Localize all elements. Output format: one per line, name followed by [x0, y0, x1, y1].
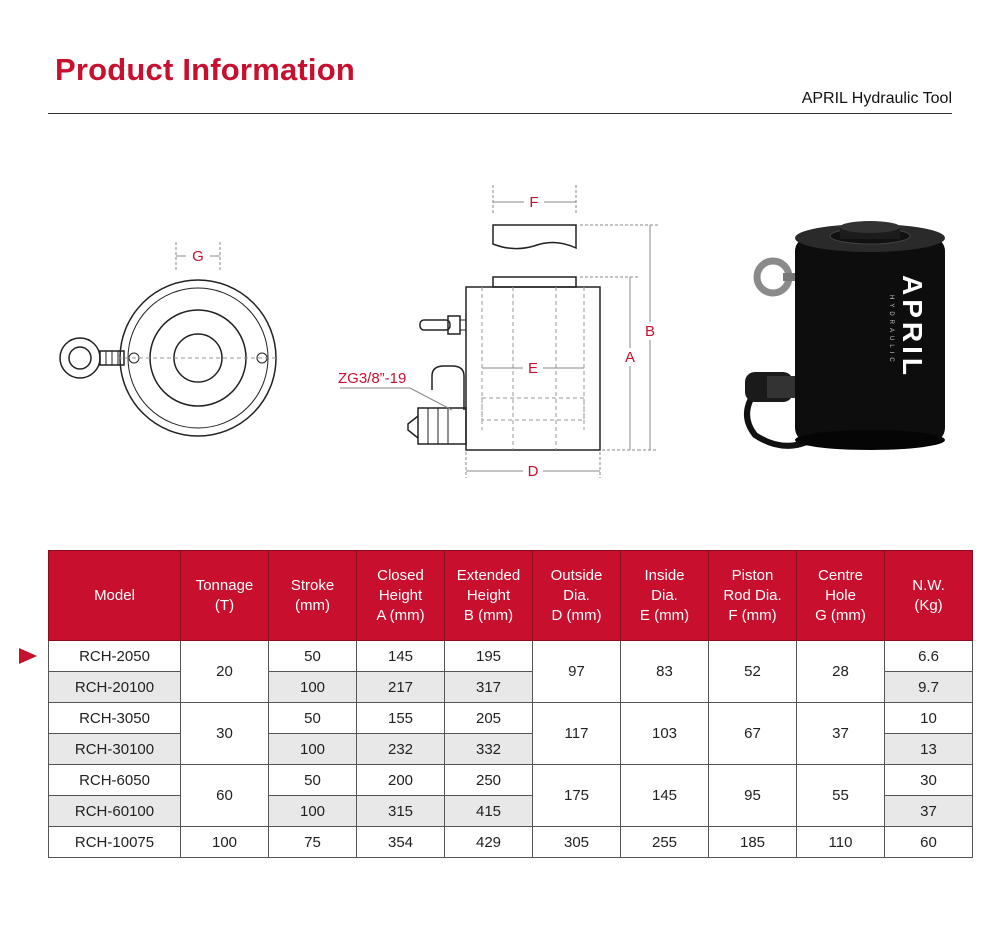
- header-closed-height: Closed Height A (mm): [357, 551, 445, 641]
- label-e: E: [527, 360, 539, 377]
- table-row: [49, 765, 973, 796]
- cell-extended-height: 332: [445, 734, 533, 765]
- table-row: [49, 827, 973, 858]
- cell-model: RCH-10075: [49, 827, 181, 858]
- cell-model: RCH-2050: [49, 641, 181, 672]
- cell-closed-height: 217: [357, 672, 445, 703]
- cell-outside-dia: 97: [533, 641, 621, 703]
- page-title: Product Information: [55, 52, 356, 87]
- header-net-weight: N.W. (Kg): [885, 551, 973, 641]
- photo-sub-text: HYDRAULIC: [888, 295, 894, 366]
- cell-closed-height: 354: [357, 827, 445, 858]
- header-extended-height: Extended Height B (mm): [445, 551, 533, 641]
- cell-inside-dia: 255: [621, 827, 709, 858]
- cell-net-weight: 9.7: [885, 672, 973, 703]
- cell-stroke: 50: [269, 641, 357, 672]
- spec-table: [48, 550, 973, 858]
- cell-centre-hole: 55: [797, 765, 885, 827]
- header-outside-dia: Outside Dia. D (mm): [533, 551, 621, 641]
- cell-inside-dia: 83: [621, 641, 709, 703]
- cell-piston-rod-dia: 185: [709, 827, 797, 858]
- label-d: D: [527, 463, 539, 480]
- cell-extended-height: 250: [445, 765, 533, 796]
- cell-extended-height: 415: [445, 796, 533, 827]
- cell-inside-dia: 145: [621, 765, 709, 827]
- label-b: B: [644, 323, 656, 340]
- cell-tonnage: 100: [181, 827, 269, 858]
- cell-stroke: 75: [269, 827, 357, 858]
- cell-net-weight: 6.6: [885, 641, 973, 672]
- cell-inside-dia: 103: [621, 703, 709, 765]
- label-f: F: [529, 194, 539, 211]
- cell-closed-height: 315: [357, 796, 445, 827]
- table-row: [49, 703, 973, 734]
- label-port-thread: ZG3/8”-19: [338, 370, 407, 387]
- cell-stroke: 100: [269, 796, 357, 827]
- cell-model: RCH-3050: [49, 703, 181, 734]
- cell-net-weight: 30: [885, 765, 973, 796]
- header-model: Model: [49, 551, 181, 641]
- cell-stroke: 50: [269, 703, 357, 734]
- header-piston-rod-dia: Piston Rod Dia. F (mm): [709, 551, 797, 641]
- table-header-row: [49, 551, 973, 641]
- cell-stroke: 50: [269, 765, 357, 796]
- cell-tonnage: 60: [181, 765, 269, 827]
- cell-net-weight: 10: [885, 703, 973, 734]
- cell-outside-dia: 117: [533, 703, 621, 765]
- cell-piston-rod-dia: 52: [709, 641, 797, 703]
- row-pointer-arrow-icon: [19, 648, 37, 664]
- cell-model: RCH-20100: [49, 672, 181, 703]
- cell-extended-height: 317: [445, 672, 533, 703]
- cell-closed-height: 145: [357, 641, 445, 672]
- header-stroke: Stroke (mm): [269, 551, 357, 641]
- cell-piston-rod-dia: 67: [709, 703, 797, 765]
- cell-stroke: 100: [269, 734, 357, 765]
- cell-model: RCH-6050: [49, 765, 181, 796]
- side-view-drawing: [320, 180, 680, 490]
- cell-model: RCH-60100: [49, 796, 181, 827]
- cell-centre-hole: 37: [797, 703, 885, 765]
- product-photo: [725, 180, 965, 480]
- header-divider: [48, 113, 952, 114]
- cell-closed-height: 232: [357, 734, 445, 765]
- label-g: G: [192, 248, 204, 265]
- cell-model: RCH-30100: [49, 734, 181, 765]
- cell-piston-rod-dia: 95: [709, 765, 797, 827]
- brand-name: APRIL Hydraulic Tool: [801, 90, 952, 107]
- cell-outside-dia: 175: [533, 765, 621, 827]
- cell-closed-height: 200: [357, 765, 445, 796]
- cell-centre-hole: 110: [797, 827, 885, 858]
- table-row: [49, 641, 973, 672]
- cell-outside-dia: 305: [533, 827, 621, 858]
- cell-closed-height: 155: [357, 703, 445, 734]
- cell-net-weight: 37: [885, 796, 973, 827]
- cell-tonnage: 30: [181, 703, 269, 765]
- cell-extended-height: 429: [445, 827, 533, 858]
- header-centre-hole: Centre Hole G (mm): [797, 551, 885, 641]
- photo-brand-text: APRIL: [897, 275, 928, 379]
- header-inside-dia: Inside Dia. E (mm): [621, 551, 709, 641]
- cell-stroke: 100: [269, 672, 357, 703]
- cell-centre-hole: 28: [797, 641, 885, 703]
- top-view-drawing: [48, 180, 293, 460]
- header-tonnage: Tonnage (T): [181, 551, 269, 641]
- cell-extended-height: 195: [445, 641, 533, 672]
- cell-tonnage: 20: [181, 641, 269, 703]
- cell-net-weight: 60: [885, 827, 973, 858]
- cell-net-weight: 13: [885, 734, 973, 765]
- cell-extended-height: 205: [445, 703, 533, 734]
- label-a: A: [624, 349, 636, 366]
